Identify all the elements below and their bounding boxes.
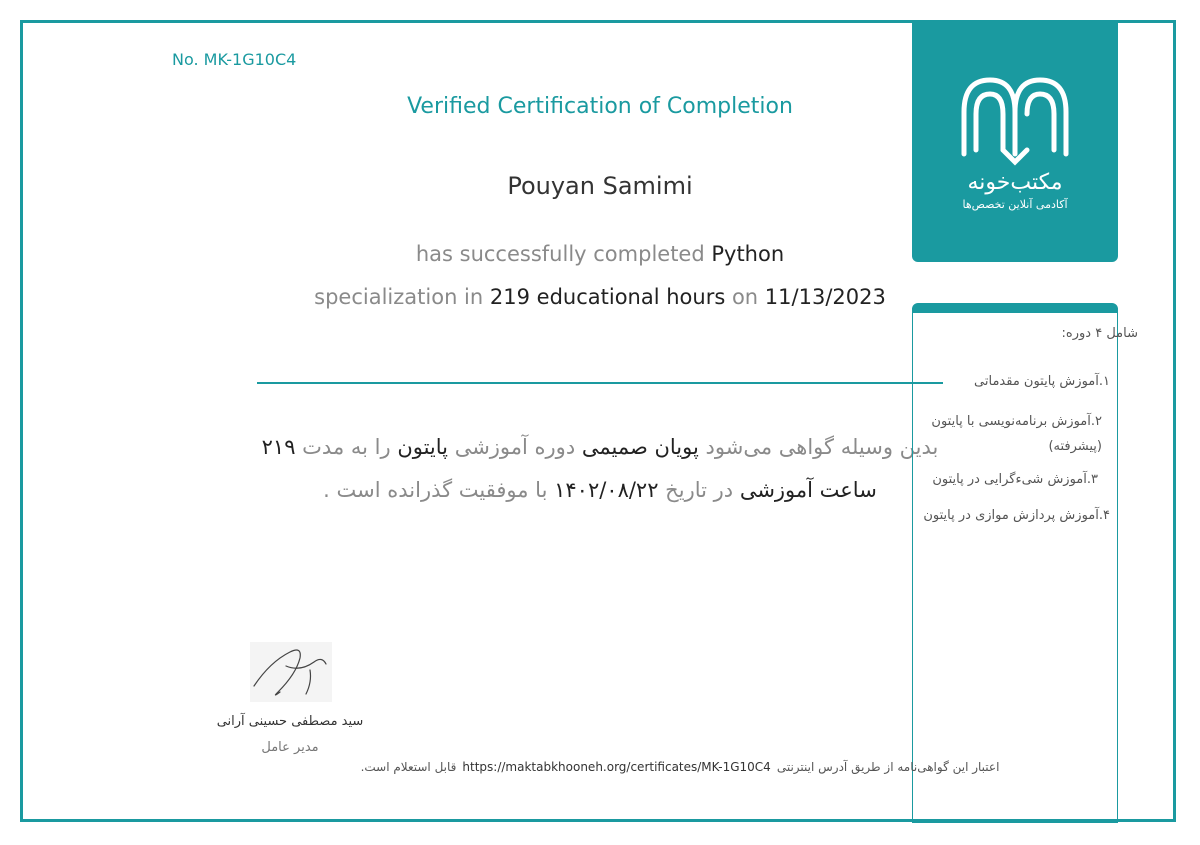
completion-line-1: has successfully completed Python: [415, 242, 785, 266]
completion-line-2: specialization in 219 educational hours on 11/13/2023: [314, 285, 886, 309]
signatory-role: مدیر عامل: [261, 740, 319, 755]
verification-note: اعتبار این گواهی‌نامه از طریق آدرس اینترنتیhttps://maktabkhooneh.org/certificates/MK-1G10C4قابل استعلام است.: [360, 760, 1000, 774]
certificate-number: No. MK-1G10C4: [172, 50, 297, 69]
divider-line: [257, 382, 943, 384]
maktabkhooneh-logo-icon: [912, 22, 1118, 172]
verification-url[interactable]: https://maktabkhooneh.org/certificates/MK-1G10C4: [462, 760, 771, 774]
logo-brand-text: مکتب‌خونه: [967, 170, 1063, 195]
course-item: ۴.آموزش پردازش موازی در پایتون: [923, 508, 1110, 523]
completion-date: 11/13/2023: [764, 285, 886, 309]
persian-statement: بدین وسیله گواهی می‌شود پویان صمیمی دوره آموزشی پایتون را به مدت ۲۱۹ ساعت آموزشی در تاریخ ۱۴۰۲/۰۸/۲۲ با موفقیت گذرانده است .: [261, 435, 939, 502]
logo-tagline: آکادمی آنلاین تخصص‌ها: [962, 198, 1068, 211]
certificate-title: Verified Certification of Completion: [407, 94, 793, 119]
signatory-name: سید مصطفی حسینی آرانی: [216, 714, 364, 729]
course-item: ۱.آموزش پایتون مقدماتی: [974, 374, 1110, 389]
courses-header: شامل ۴ دوره:: [1061, 326, 1138, 341]
course-item: ۲.آموزش برنامه‌نویسی با پایتون (پیشرفته): [931, 414, 1102, 454]
signature-image: [250, 642, 332, 702]
course-item: ۳.آموزش شیءگرایی در پایتون: [932, 472, 1098, 487]
course-hours: 219 educational hours: [489, 285, 726, 309]
course-name: Python: [711, 242, 785, 266]
logo-panel: [912, 22, 1118, 262]
recipient-name: Pouyan Samimi: [507, 172, 693, 200]
